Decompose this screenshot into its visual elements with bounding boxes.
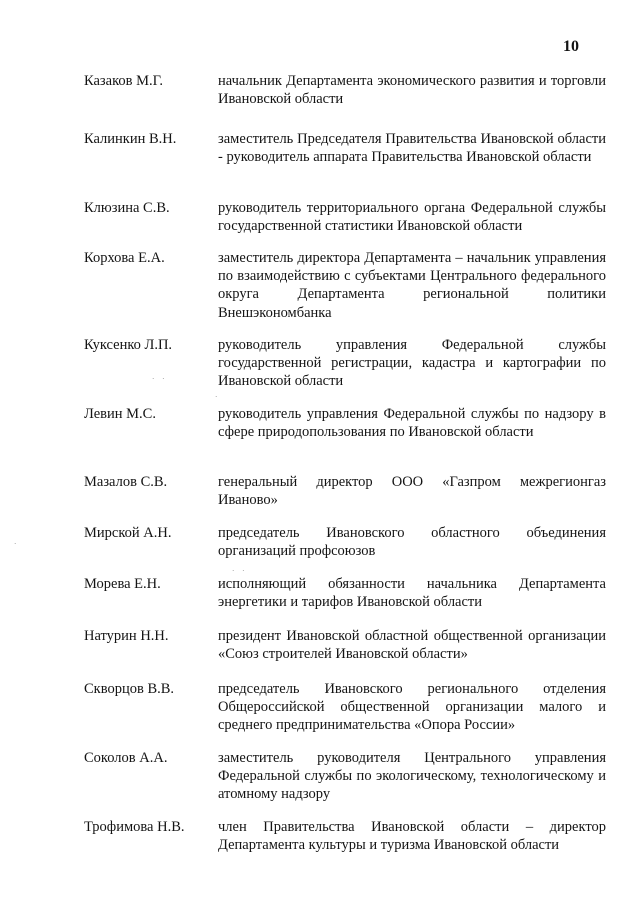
member-name: Казаков М.Г. bbox=[84, 73, 163, 89]
member-name: Соколов А.А. bbox=[84, 750, 168, 766]
member-row bbox=[0, 627, 640, 680]
member-position: заместитель Председателя Правительства Ивановской области - руководитель аппарата Правительства Ивановской области bbox=[218, 131, 606, 166]
member-row bbox=[0, 749, 640, 818]
member-row bbox=[0, 680, 640, 749]
member-row bbox=[0, 818, 640, 868]
page-number: 10 bbox=[563, 38, 579, 55]
member-row bbox=[0, 130, 640, 199]
member-row bbox=[0, 249, 640, 336]
member-row bbox=[0, 72, 640, 130]
member-row bbox=[0, 199, 640, 249]
member-position: заместитель директора Департамента – начальник управления по взаимодействию с субъектами Центрального федерального округа Департамента региональной политики Внешэкономбанка bbox=[218, 250, 606, 321]
scan-speck: · · bbox=[152, 375, 168, 383]
member-position: президент Ивановской областной общественной организации «Союз строителей Ивановской области» bbox=[218, 628, 606, 663]
member-position: руководитель управления Федеральной службы государственной регистрации, кадастра и картографии по Ивановской области bbox=[218, 337, 606, 390]
member-position: председатель Ивановского регионального отделения Общероссийской общественной организации малого и среднего предпринимательства «Опора России» bbox=[218, 681, 606, 734]
member-list bbox=[0, 72, 640, 868]
member-row bbox=[0, 575, 640, 627]
member-name: Натурин Н.Н. bbox=[84, 628, 169, 644]
member-row bbox=[0, 524, 640, 575]
member-name: Калинкин В.Н. bbox=[84, 131, 177, 147]
member-position: исполняющий обязанности начальника Департамента энергетики и тарифов Ивановской области bbox=[218, 576, 606, 611]
member-position: руководитель управления Федеральной службы по надзору в сфере природопользования по Ивановской области bbox=[218, 406, 606, 441]
member-name: Трофимова Н.В. bbox=[84, 819, 185, 835]
member-position: генеральный директор ООО «Газпром межрегионгаз Иваново» bbox=[218, 474, 606, 509]
member-position: руководитель территориального органа Федеральной службы государственной статистики Ивановской области bbox=[218, 200, 606, 235]
member-position: председатель Ивановского областного объединения организаций профсоюзов bbox=[218, 525, 606, 560]
member-position: заместитель руководителя Центрального управления Федеральной службы по экологическому, технологическому и атомному надзору bbox=[218, 750, 606, 803]
member-position: член Правительства Ивановской области – директор Департамента культуры и туризма Ивановской области bbox=[218, 819, 606, 854]
member-row bbox=[0, 473, 640, 524]
member-name: Корхова Е.А. bbox=[84, 250, 165, 266]
scan-speck: · bbox=[14, 540, 20, 548]
member-name: Скворцов В.В. bbox=[84, 681, 175, 697]
member-name: Левин М.С. bbox=[84, 406, 156, 422]
member-position: начальник Департамента экономического развития и торговли Ивановской области bbox=[218, 73, 606, 108]
member-name: Клюзина С.В. bbox=[84, 200, 170, 216]
member-name: Куксенко Л.П. bbox=[84, 337, 173, 353]
member-name: Морева Е.Н. bbox=[84, 576, 161, 592]
member-name: Мирской А.Н. bbox=[84, 525, 172, 541]
scan-speck: · bbox=[215, 393, 221, 401]
scan-speck: · · bbox=[232, 567, 248, 575]
member-name: Мазалов С.В. bbox=[84, 474, 168, 490]
member-row bbox=[0, 405, 640, 473]
member-row bbox=[0, 336, 640, 405]
